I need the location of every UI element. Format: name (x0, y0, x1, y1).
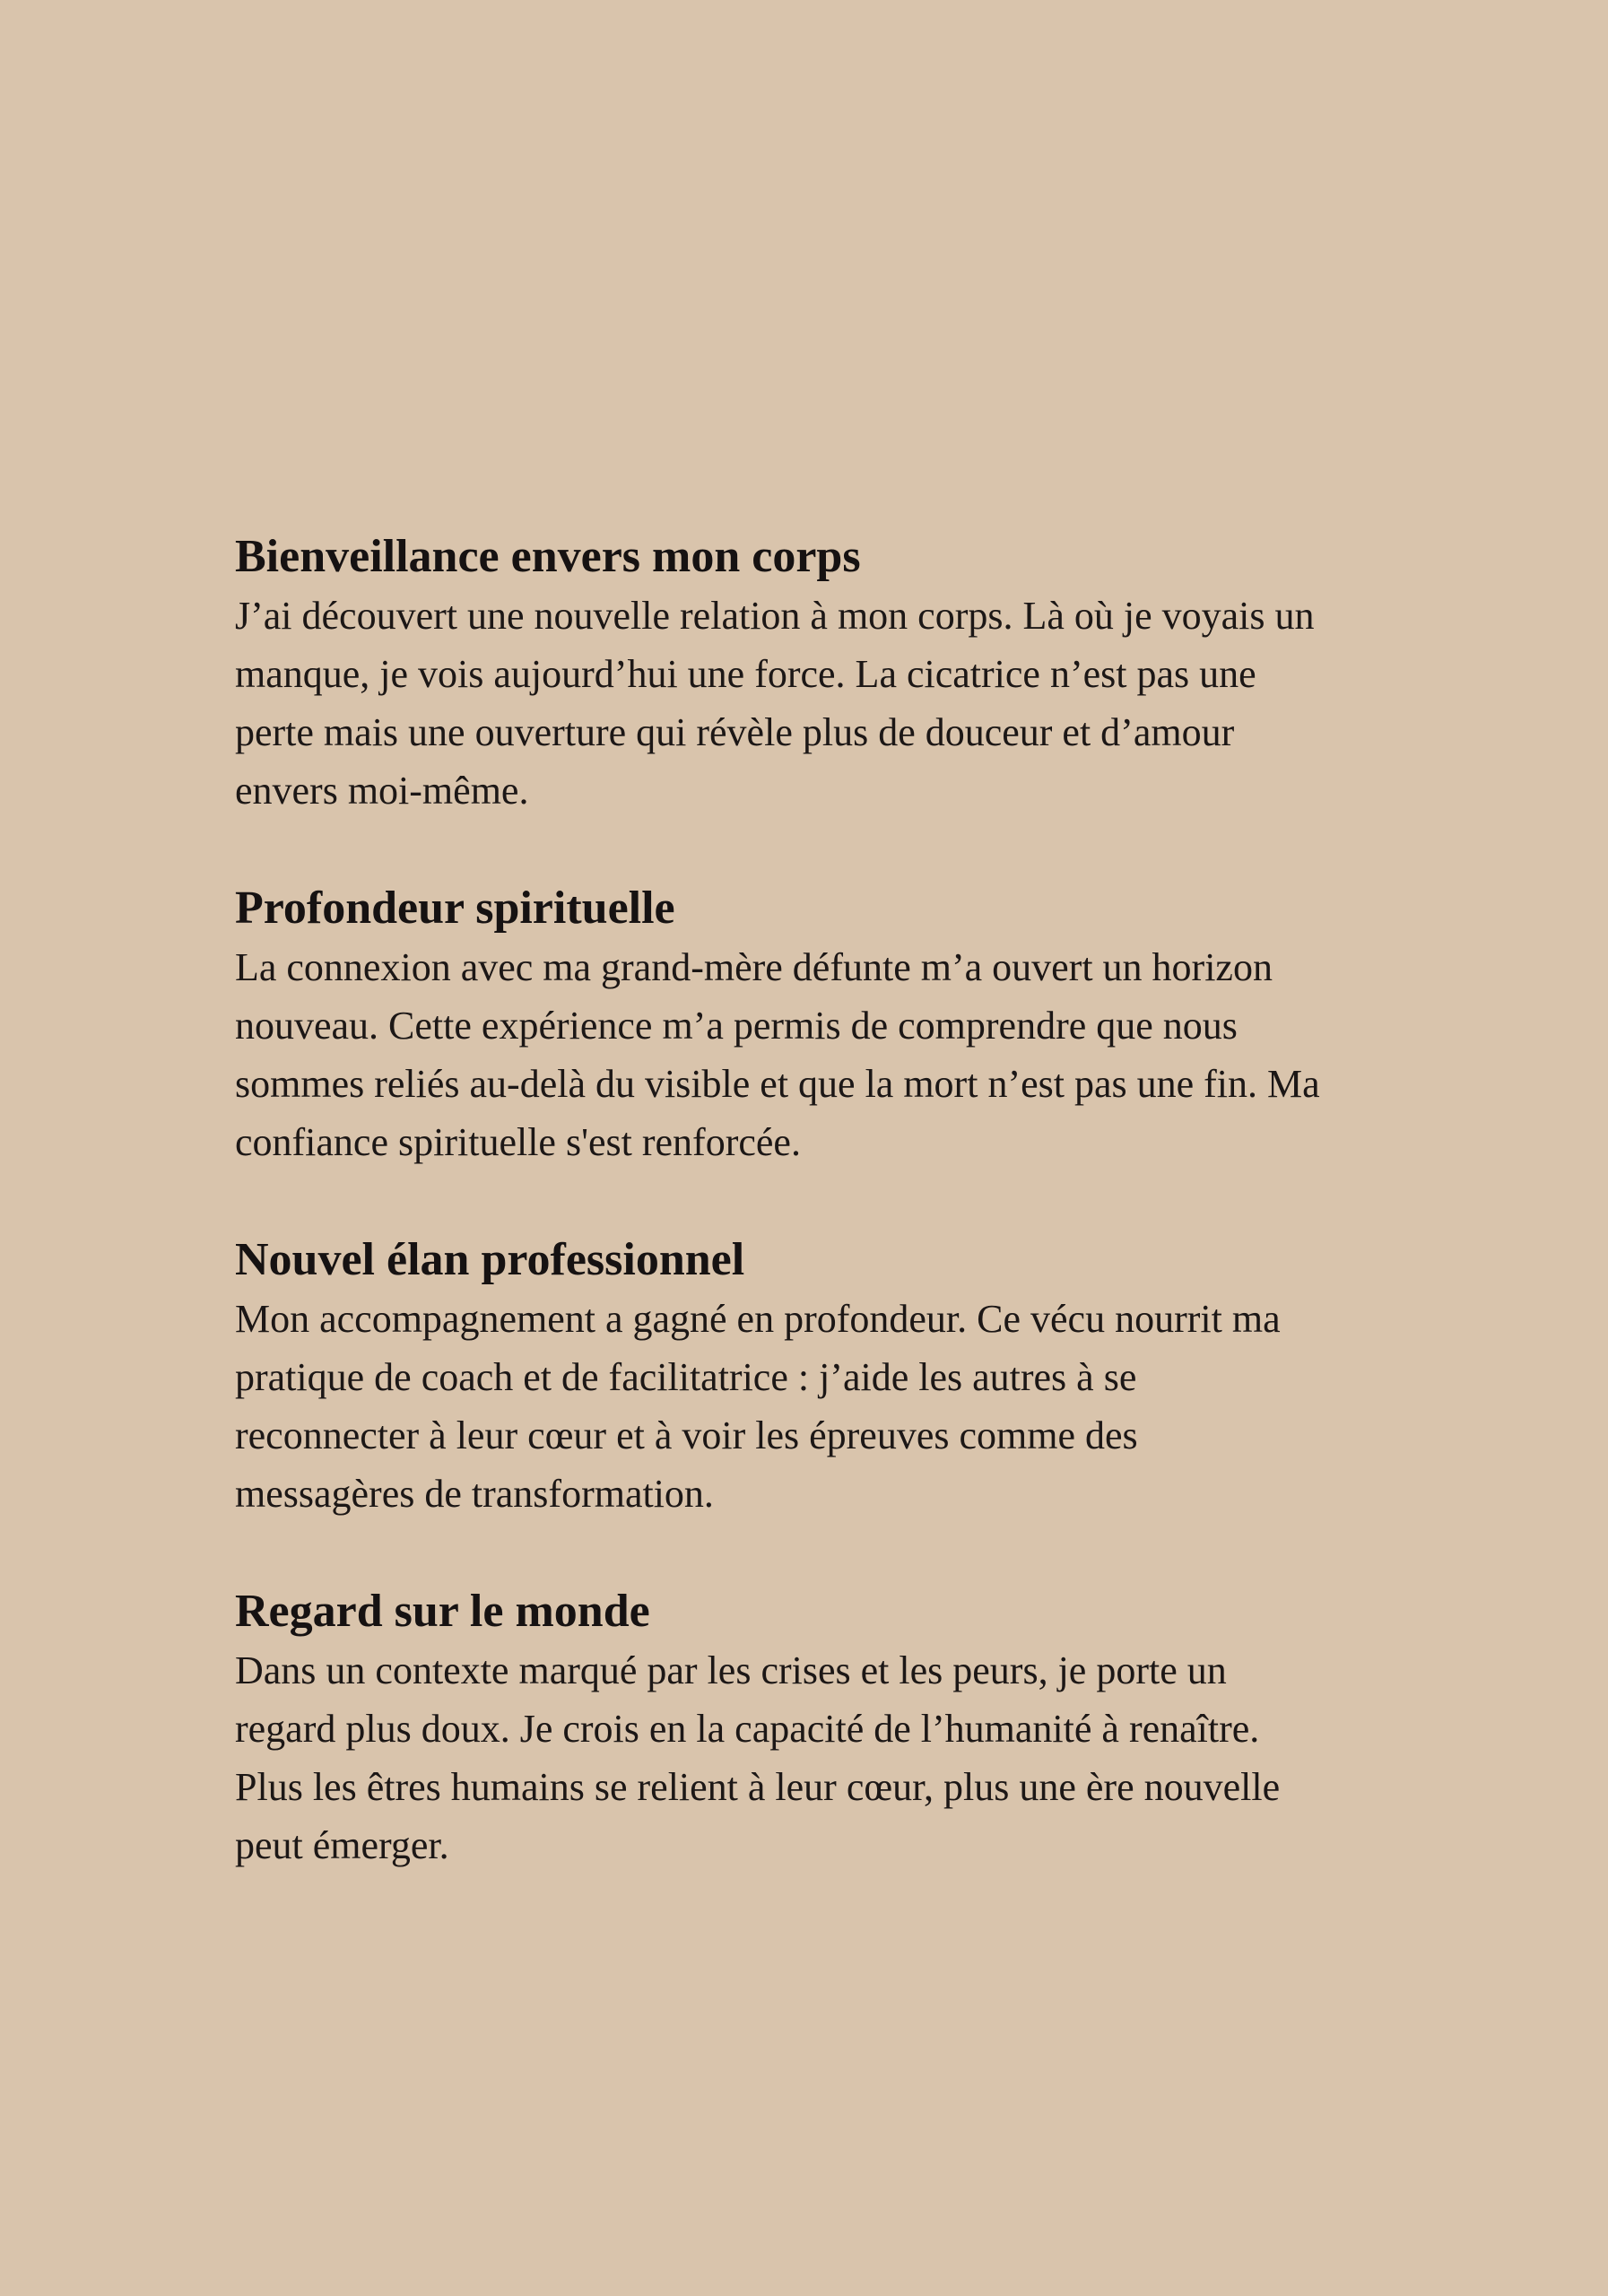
paragraph-line: La connexion avec ma grand-mère défunte m’a ouvert un horizon (235, 945, 1273, 989)
paragraph-line: nouveau. Cette expérience m’a permis de comprendre que nous (235, 1004, 1238, 1048)
section-paragraph (235, 587, 1508, 820)
section-professional-momentum (235, 1231, 1508, 1523)
paragraph-line: reconnecter à leur cœur et à voir les épreuves comme des (235, 1413, 1138, 1457)
paragraph-line: pratique de coach et de facilitatrice : j’aide les autres à se (235, 1355, 1137, 1399)
section-spiritual-depth (235, 879, 1508, 1171)
section-title: Regard sur le monde (235, 1586, 650, 1637)
section-world-view (235, 1582, 1508, 1874)
paragraph-line: manque, je vois aujourd’hui une force. La cicatrice n’est pas une (235, 652, 1256, 696)
paragraph-line: sommes reliés au-delà du visible et que la mort n’est pas une fin. Ma (235, 1062, 1320, 1106)
section-paragraph (235, 1290, 1508, 1523)
paragraph-line: messagères de transformation. (235, 1472, 714, 1516)
content-column (235, 527, 1508, 1874)
paragraph-line: J’ai découvert une nouvelle relation à mon corps. Là où je voyais un (235, 594, 1315, 638)
paragraph-line: envers moi-même. (235, 769, 529, 813)
section-paragraph (235, 938, 1508, 1171)
paragraph-line: peut émerger. (235, 1823, 449, 1867)
paragraph-line: Dans un contexte marqué par les crises et les peurs, je porte un (235, 1648, 1227, 1692)
paragraph-line: Mon accompagnement a gagné en profondeur. Ce vécu nourrit ma (235, 1297, 1281, 1341)
section-title: Bienveillance envers mon corps (235, 531, 861, 582)
section-title: Profondeur spirituelle (235, 883, 675, 934)
section-body-kindness (235, 527, 1508, 820)
section-paragraph (235, 1641, 1508, 1874)
paragraph-line: regard plus doux. Je crois en la capacité de l’humanité à renaître. (235, 1707, 1260, 1751)
paragraph-line: confiance spirituelle s'est renforcée. (235, 1120, 801, 1164)
paragraph-line: perte mais une ouverture qui révèle plus de douceur et d’amour (235, 710, 1235, 754)
section-title: Nouvel élan professionnel (235, 1234, 745, 1285)
paragraph-line: Plus les êtres humains se relient à leur cœur, plus une ère nouvelle (235, 1765, 1281, 1809)
